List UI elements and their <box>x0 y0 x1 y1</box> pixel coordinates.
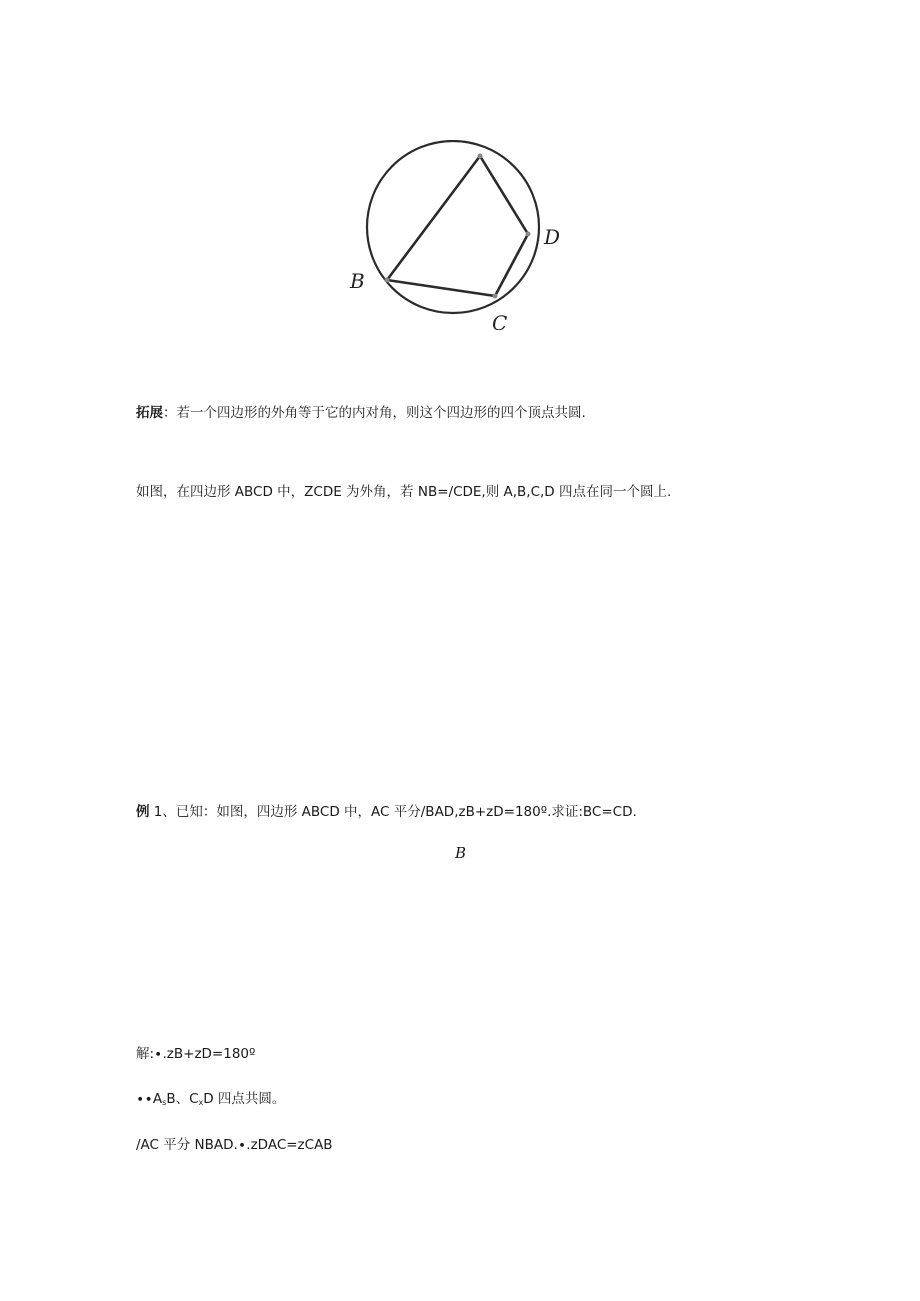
second-figure-label-b: B <box>455 844 467 862</box>
quadrilateral-edges <box>387 156 528 296</box>
solution-line-2 <box>136 1090 285 1112</box>
vertex-c-dot <box>493 294 498 299</box>
circle-quadrilateral-figure <box>340 140 580 330</box>
vertex-label-c: C <box>492 311 508 330</box>
vertex-d-dot <box>526 232 531 237</box>
vertex-a-dot <box>478 154 483 159</box>
example1-text: 1、已知：如图，四边形 ABCD 中，AC 平分/BAD,zB+zD=180º.求证:BC=CD. <box>149 804 637 820</box>
circumcircle <box>367 141 539 313</box>
vertex-label-b: B <box>350 269 365 293</box>
solution-line-2-mid: B、C <box>166 1091 199 1107</box>
vertex-label-d: D <box>544 225 561 249</box>
vertex-b-dot <box>385 278 390 283</box>
example1-title: 例 <box>136 804 150 820</box>
extension-paragraph <box>136 404 586 422</box>
solution-line-2-sub2: x <box>198 1098 204 1107</box>
solution-line-2-suffix: D 四点共圆。 <box>203 1091 286 1107</box>
extension-text: ：若一个四边形的外角等于它的内对角，则这个四边形的四个顶点共圆. <box>163 405 586 421</box>
example-intro-paragraph: 如图，在四边形 ABCD 中，ZCDE 为外角，若 NB=/CDE,则 A,B,C,D 四点在同一个圆上. <box>136 484 672 500</box>
solution-line-2-sub1: s <box>162 1098 167 1107</box>
solution-line-1: 解:∙.zB+zD=180º <box>136 1046 256 1062</box>
example1-paragraph <box>136 803 637 821</box>
solution-line-3: /AC 平分 NBAD.∙.zDAC=zCAB <box>136 1137 333 1153</box>
extension-title: 拓展 <box>136 405 163 421</box>
solution-line-2-prefix: ∙∙A <box>136 1091 163 1107</box>
